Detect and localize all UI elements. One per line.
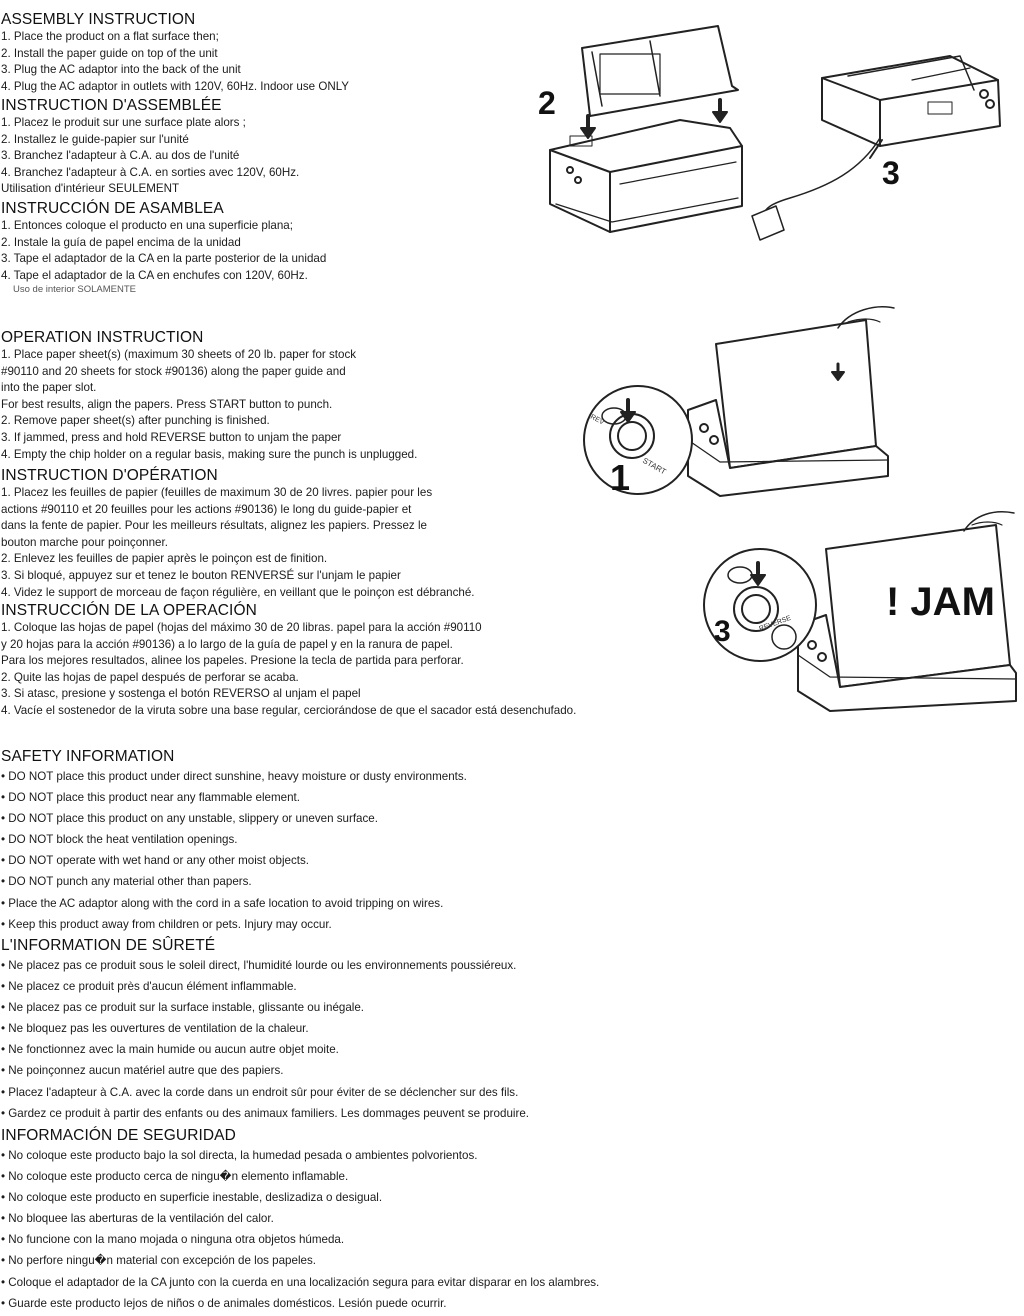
safety-en-item: • DO NOT place this product on any unstable, slippery or uneven surface. [1, 812, 378, 826]
safety-en-item: • Place the AC adaptor along with the cord in a safe location to avoid tripping on wires. [1, 896, 444, 910]
assembly-es-section [1, 200, 326, 296]
assembly-en-line: 4. Plug the AC adaptor in outlets with 120V, 60Hz. Indoor use ONLY [1, 79, 350, 93]
assembly-fr-line: 3. Branchez l'adapteur à C.A. au dos de l'unité [1, 149, 240, 163]
operation-en-line: 4. Empty the chip holder on a regular basis, making sure the punch is unplugged. [1, 447, 418, 461]
safety-fr-item: • Ne placez pas ce produit sous le soleil direct, l'humidité lourde ou les environnements poussiéreux. [1, 959, 517, 972]
operation-en-title: OPERATION INSTRUCTION [1, 329, 204, 346]
safety-es-item: • No coloque este producto cerca de ningu�n elemento inflamable. [1, 1170, 349, 1184]
operation-fr-line: 3. Si bloqué, appuyez sur et tenez le bouton RENVERSÉ sur l'unjam le papier [1, 568, 401, 582]
operation-fr-line: 1. Placez les feuilles de papier (feuilles de maximum 30 de 20 livres. papier pour les [1, 486, 433, 499]
punch-reverse-button-label: REV [589, 413, 606, 427]
operation-fr-line: 4. Videz le support de morceau de façon régulière, en veillant que le poinçon est débranché. [1, 585, 475, 599]
safety-fr-item: • Placez l'adapteur à C.A. avec la corde dans un endroit sûr pour éviter de se déclencher sur des fils. [1, 1085, 519, 1099]
safety-fr-item: • Ne bloquez pas les ouvertures de ventilation de la chaleur. [1, 1022, 309, 1036]
assembly-fr-line: 2. Installez le guide-papier sur l'unité [1, 132, 189, 146]
safety-en-item: • Keep this product away from children or pets. Injury may occur. [1, 917, 332, 931]
safety-fr-section [1, 937, 529, 1124]
assembly-en-title: ASSEMBLY INSTRUCTION [1, 11, 196, 28]
operation-fr-line: bouton marche pour poinçonner. [1, 535, 168, 549]
safety-fr-item: • Ne placez ce produit près d'aucun élément inflammable. [1, 980, 297, 994]
assembly-en-line: 1. Place the product on a flat surface then; [1, 30, 219, 43]
assembly-illustration [530, 8, 1020, 258]
operation-fr-line: dans la fente de papier. Pour les meilleurs résultats, alignez les papiers. Pressez le [1, 519, 427, 533]
assembly-es-title: INSTRUCCIÓN DE ASAMBLEA [1, 200, 224, 217]
assembly-en-line: 3. Plug the AC adaptor into the back of the unit [1, 63, 241, 77]
operation-fr-line: actions #90110 et 20 feuilles pour les actions #90136) le long du guide-papier et [1, 502, 412, 516]
safety-es-item: • No bloquee las aberturas de la ventilación del calor. [1, 1212, 274, 1226]
operation-es-line: 3. Si atasc, presione y sostenga el botón REVERSO al unjam el papel [1, 687, 361, 701]
operation-en-line: For best results, align the papers. Press START button to punch. [1, 397, 333, 411]
operation-en-line: #90110 and 20 sheets for stock #90136) along the paper guide and [1, 364, 346, 378]
safety-es-title: INFORMACIÓN DE SEGURIDAD [1, 1127, 236, 1144]
assembly-fr-section [1, 97, 299, 198]
operation-es-line: 1. Coloque las hojas de papel (hojas del máximo 30 de 20 libras. papel para la acción #90110 [1, 621, 482, 634]
assembly-es-line: 1. Entonces coloque el producto en una superficie plana; [1, 219, 293, 232]
safety-en-item: • DO NOT operate with wet hand or any other moist objects. [1, 854, 309, 868]
safety-es-item: • Coloque el adaptador de la CA junto con la cuerda en una localización segura para evitar disparar en los alambres. [1, 1275, 600, 1289]
operation-en-line: 3. If jammed, press and hold REVERSE button to unjam the paper [1, 430, 342, 444]
assembly-fr-line: Utilisation d'intérieur SEULEMENT [1, 182, 180, 196]
operation-es-line: Para los mejores resultados, alinee los papeles. Presione la tecla de partida para perforar. [1, 654, 464, 668]
punch-step-label: 1 [610, 457, 631, 498]
safety-es-item: • Guarde este producto lejos de niños o de animales domésticos. Lesión puede ocurrir. [1, 1296, 447, 1310]
operation-en-section [1, 329, 417, 463]
safety-fr-item: • Ne poinçonnez aucun matériel autre que des papiers. [1, 1064, 284, 1078]
assembly-es-line: 3. Tape el adaptador de la CA en la parte posterior de la unidad [1, 252, 327, 266]
safety-fr-title: L'INFORMATION DE SÛRETÉ [1, 937, 216, 954]
safety-fr-item: • Gardez ce produit à partir des enfants ou des animaux familiers. Les dommages peuvent se produire. [1, 1106, 529, 1120]
safety-en-item: • DO NOT block the heat ventilation openings. [1, 833, 238, 847]
assembly-fr-line: 1. Placez le produit sur une surface plate alors ; [1, 116, 246, 129]
jam-warning-label: ! JAM [886, 580, 995, 624]
assembly-es-note: Uso de interior SOLAMENTE [13, 284, 137, 296]
safety-es-item: • No coloque este producto bajo la sol directa, la humedad pesada o ambientes polvorientos. [1, 1149, 478, 1162]
assembly-es-line: 4. Tape el adaptador de la CA en enchufes con 120V, 60Hz. [1, 268, 308, 282]
punch-start-button-label: START [641, 455, 668, 477]
operation-es-line: 4. Vacíe el sostenedor de la viruta sobre una base regular, cerciorándose de que el sacador está desenchufado. [1, 703, 577, 717]
operation-en-line: into the paper slot. [1, 381, 97, 395]
assembly-es-line: 2. Instale la guía de papel encima de la unidad [1, 235, 241, 249]
operation-fr-section [1, 467, 475, 601]
safety-es-item: • No perfore ningu�n material con excepción de los papeles. [1, 1254, 316, 1268]
safety-en-item: • DO NOT punch any material other than papers. [1, 875, 252, 889]
safety-es-item: • No coloque este producto en superficie inestable, deslizadiza o desigual. [1, 1191, 383, 1205]
operation-es-section [1, 602, 576, 720]
safety-fr-item: • Ne fonctionnez avec la main humide ou aucun autre objet moite. [1, 1043, 339, 1057]
safety-en-item: • DO NOT place this product near any flammable element. [1, 791, 300, 805]
jam-step-label: 3 [714, 615, 731, 648]
jam-reverse-button-label: REVERSE [758, 614, 793, 633]
operation-es-title: INSTRUCCIÓN DE LA OPERACIÓN [1, 602, 257, 619]
assembly-en-line: 2. Install the paper guide on top of the unit [1, 46, 218, 60]
safety-en-title: SAFETY INFORMATION [1, 748, 175, 765]
operation-fr-line: 2. Enlevez les feuilles de papier après le poinçon est de finition. [1, 552, 328, 566]
assembly-step-a-label: 2 [538, 85, 556, 121]
assembly-fr-line: 4. Branchez l'adapteur à C.A. en sorties avec 120V, 60Hz. [1, 165, 300, 179]
safety-en-section [1, 748, 467, 935]
assembly-fr-title: INSTRUCTION D'ASSEMBLÉE [1, 97, 222, 114]
operation-es-line: y 20 hojas para la acción #90136) a lo largo de la guía de papel y en la ranura de papel. [1, 637, 453, 651]
safety-en-item: • DO NOT place this product under direct sunshine, heavy moisture or dusty environments. [1, 770, 467, 783]
operation-fr-title: INSTRUCTION D'OPÉRATION [1, 467, 218, 484]
operation-en-line: 2. Remove paper sheet(s) after punching is finished. [1, 414, 270, 428]
safety-es-section [1, 1127, 599, 1314]
jam-illustration [700, 505, 1020, 715]
operation-es-line: 2. Quite las hojas de papel después de perforar se acaba. [1, 670, 299, 684]
assembly-en-section [1, 11, 349, 95]
operation-en-line: 1. Place paper sheet(s) (maximum 30 sheets of 20 lb. paper for stock [1, 348, 357, 361]
safety-fr-item: • Ne placez pas ce produit sur la surface instable, glissante ou inégale. [1, 1001, 365, 1015]
assembly-step-b-label: 3 [882, 155, 900, 191]
safety-es-item: • No funcione con la mano mojada o ninguna otra objetos húmeda. [1, 1233, 345, 1247]
punch-illustration [580, 300, 900, 500]
